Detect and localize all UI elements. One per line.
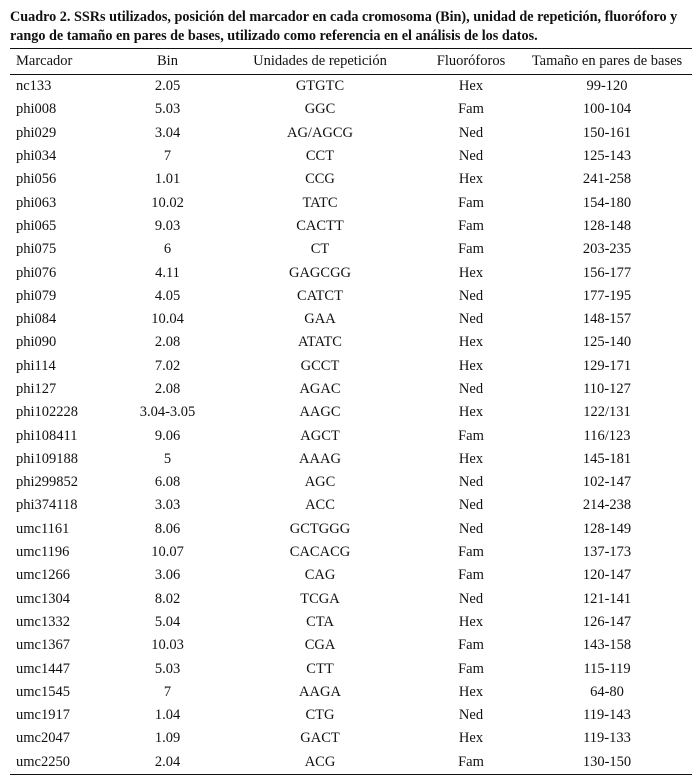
cell-fluoroforo: Hex [458,264,484,281]
cell-marcador: phi063 [16,194,57,211]
cell-fluoroforo: Hex [458,730,484,747]
cell-unidades: CAG [304,567,336,584]
cell-fluoroforo: Ned [458,311,484,328]
cell-marcador: phi114 [16,357,56,374]
cell-bin: 4.11 [155,264,180,281]
cell-unidades: ACG [304,753,336,770]
cell-fluoroforo: Ned [458,381,484,397]
cell-unidades: CATCT [297,287,343,304]
cell-unidades: CT [310,241,330,258]
table-row [10,401,692,424]
table-row [10,75,692,98]
table-row [10,215,692,238]
cell-fluoroforo: Fam [458,241,484,258]
cell-fluoroforo: Hex [458,450,484,467]
cell-unidades: GACT [300,730,340,747]
cell-fluoroforo: Fam [458,544,484,561]
cell-fluoroforo: Fam [458,101,484,118]
cell-unidades: CTA [306,613,334,630]
table-row [10,191,692,214]
cell-tamano: 116/123 [583,427,631,444]
header-bin: Bin [157,53,178,69]
table-row [10,471,692,494]
cell-bin: 8.06 [154,520,181,537]
cell-marcador: nc133 [16,78,52,95]
cell-tamano: 214-238 [582,497,632,514]
cell-tamano: 122/131 [583,404,631,421]
cell-bin: 3.04 [154,124,181,141]
cell-fluoroforo: Fam [458,427,484,444]
table-row [10,378,692,401]
cell-tamano: 130-150 [582,753,632,770]
cell-marcador: phi075 [16,241,57,258]
ssr-table [10,48,692,775]
cell-marcador: phi029 [16,124,57,141]
cell-fluoroforo: Hex [458,357,484,374]
table-row [10,168,692,191]
table-row [10,541,692,564]
cell-tamano: 148-157 [582,311,632,328]
cell-tamano: 121-141 [582,590,632,607]
cell-unidades: AAGC [299,404,341,421]
table-row [10,727,692,750]
cell-bin: 3.06 [154,567,181,584]
cell-marcador: umc1196 [16,544,70,561]
cell-tamano: 126-147 [582,613,632,630]
cell-bin: 2.08 [154,381,181,397]
table-row [10,448,692,471]
cell-bin: 5.03 [154,101,181,118]
cell-bin: 2.08 [154,334,181,351]
cell-marcador: umc1447 [16,660,70,677]
cell-unidades: AGCT [300,427,340,444]
cell-marcador: umc2047 [16,730,70,747]
cell-fluoroforo: Ned [458,497,484,514]
table-row [10,238,692,261]
cell-marcador: umc1304 [16,590,70,607]
table-row [10,494,692,517]
cell-bin: 3.04-3.05 [139,404,196,421]
cell-marcador: umc1917 [16,707,70,724]
cell-tamano: 115-119 [583,660,631,677]
cell-fluoroforo: Fam [458,217,484,234]
table-row [10,681,692,704]
cell-unidades: AAGA [299,683,341,700]
cell-bin: 10.07 [151,544,184,561]
header-marcador: Marcador [16,53,73,69]
cell-marcador: phi374118 [16,497,78,514]
cell-unidades: AAAG [299,450,341,467]
cell-unidades: GAGCGG [288,264,352,281]
cell-tamano: 125-140 [582,334,632,351]
cell-bin: 7 [163,148,172,165]
cell-fluoroforo: Ned [458,148,484,165]
cell-marcador: phi084 [16,311,57,328]
cell-bin: 4.05 [154,287,181,304]
cell-fluoroforo: Ned [458,707,484,724]
cell-tamano: 137-173 [582,544,632,561]
cell-tamano: 129-171 [582,357,632,374]
cell-bin: 10.03 [151,637,184,654]
cell-fluoroforo: Fam [458,753,484,770]
cell-marcador: phi102228 [16,404,79,421]
cell-fluoroforo: Fam [458,660,484,677]
cell-tamano: 99-120 [586,78,628,95]
cell-bin: 2.04 [154,753,181,770]
cell-bin: 5.03 [154,660,181,677]
cell-unidades: CCG [305,171,335,188]
cell-fluoroforo: Ned [458,474,484,491]
cell-marcador: phi034 [16,148,57,165]
table-row [10,98,692,121]
cell-marcador: phi079 [16,287,57,304]
cell-unidades: AGAC [299,381,341,397]
cell-fluoroforo: Hex [458,613,484,630]
cell-tamano: 119-133 [583,730,631,747]
table-row [10,261,692,284]
cell-bin: 8.02 [154,590,181,607]
cell-tamano: 102-147 [582,474,632,491]
cell-marcador: phi008 [16,101,57,118]
cell-marcador: umc1332 [16,613,70,630]
cell-fluoroforo: Fam [458,567,484,584]
cell-marcador: phi090 [16,334,57,351]
table-row [10,518,692,541]
cell-bin: 2.05 [154,78,181,95]
cell-bin: 7.02 [154,357,181,374]
cell-bin: 6 [163,241,172,258]
cell-tamano: 150-161 [582,124,632,141]
cell-tamano: 145-181 [582,450,632,467]
cell-unidades: CTG [305,707,335,724]
cell-bin: 5 [163,450,172,467]
cell-tamano: 128-148 [582,217,632,234]
cell-bin: 7 [163,683,172,700]
cell-fluoroforo: Fam [458,637,484,654]
cell-fluoroforo: Fam [458,194,484,211]
cell-unidades: GTGTC [295,78,345,95]
cell-unidades: GAA [304,311,336,328]
cell-marcador: umc1161 [16,520,70,537]
table-row [10,588,692,611]
cell-tamano: 177-195 [582,287,632,304]
table-caption: Cuadro 2. SSRs utilizados, posición del marcador en cada cromosoma (Bin), unidad de repetición, fluoróforo y rango de tamaño en pares de bases, utilizado como referencia en el análisis de los datos. [10,9,678,44]
header-fluoroforos: Fluoróforos [436,53,506,69]
table-row [10,424,692,447]
cell-fluoroforo: Hex [458,404,484,421]
table-row [10,564,692,587]
cell-marcador: phi127 [16,381,57,397]
cell-tamano: 64-80 [590,683,624,700]
cell-bin: 9.06 [154,427,181,444]
cell-tamano: 143-158 [582,637,632,654]
cell-unidades: TCGA [300,590,340,607]
cell-tamano: 125-143 [582,148,632,165]
cell-bin: 3.03 [154,497,181,514]
cell-unidades: CTT [306,660,334,677]
cell-fluoroforo: Ned [458,590,484,607]
table-row [10,634,692,657]
cell-bin: 1.09 [154,730,181,747]
cell-fluoroforo: Hex [458,683,484,700]
table-row [10,704,692,727]
cell-fluoroforo: Ned [458,287,484,304]
table-row [10,331,692,354]
cell-tamano: 128-149 [582,520,632,537]
cell-unidades: CACTT [296,217,344,234]
cell-fluoroforo: Hex [458,334,484,351]
table-row [10,145,692,168]
table-row [10,285,692,308]
cell-bin: 5.04 [154,613,181,630]
header-unidades: Unidades de repetición [253,53,387,69]
cell-fluoroforo: Ned [458,124,484,141]
cell-tamano: 203-235 [582,241,632,258]
header-tamano: Tamaño en pares de bases [531,53,683,69]
cell-marcador: umc1545 [16,683,70,700]
cell-bin: 10.02 [151,194,184,211]
cell-marcador: phi056 [16,171,57,188]
cell-tamano: 100-104 [582,101,632,118]
cell-fluoroforo: Ned [458,520,484,537]
cell-marcador: umc1367 [16,637,70,654]
cell-unidades: AG/AGCG [286,124,354,141]
cell-tamano: 154-180 [582,194,632,211]
cell-bin: 1.04 [154,707,181,724]
cell-unidades: ACC [305,497,335,514]
cell-marcador: umc1266 [16,567,70,584]
cell-tamano: 241-258 [582,171,632,188]
cell-unidades: CGA [304,637,336,654]
cell-marcador: phi109188 [16,450,79,467]
cell-marcador: phi076 [16,264,57,281]
cell-tamano: 120-147 [582,567,632,584]
cell-fluoroforo: Hex [458,171,484,188]
table-header-row [10,49,692,75]
cell-fluoroforo: Hex [458,78,484,95]
cell-unidades: TATC [302,194,338,211]
cell-bin: 1.01 [154,171,181,188]
cell-bin: 6.08 [154,474,181,491]
table-row [10,751,692,774]
cell-unidades: CACACG [289,544,351,561]
table-row [10,308,692,331]
cell-marcador: phi108411 [16,427,78,444]
cell-unidades: CCT [305,148,335,165]
cell-tamano: 119-143 [583,707,631,724]
cell-marcador: umc2250 [16,753,70,770]
cell-marcador: phi299852 [16,474,79,491]
table-row [10,355,692,378]
table-body [10,75,692,774]
table-row [10,122,692,145]
cell-tamano: 110-127 [583,381,631,397]
cell-tamano: 156-177 [582,264,632,281]
cell-unidades: AGC [304,474,336,491]
cell-unidades: GCCT [300,357,340,374]
cell-unidades: GGC [304,101,336,118]
cell-unidades: GCTGGG [289,520,351,537]
table-row [10,611,692,634]
table-row [10,657,692,680]
cell-bin: 9.03 [154,217,181,234]
cell-marcador: phi065 [16,217,57,234]
cell-bin: 10.04 [151,311,184,328]
cell-unidades: ATATC [298,334,342,351]
